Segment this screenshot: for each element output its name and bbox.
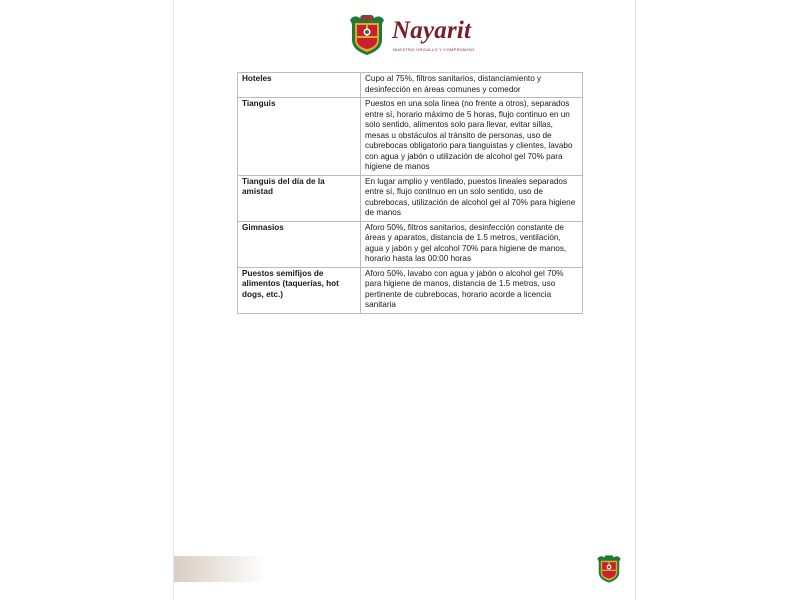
brand-name: Nayarit: [392, 17, 472, 44]
measures-cell: En lugar amplio y ventilado, puestos lineales separados entre sí, flujo continuo en un solo sentido, uso de cubrebocas, utilización de alcohol gel al 70% para higiene de manos: [361, 175, 583, 221]
activity-cell: Puestos semifijos de alimentos (taquerías, hot dogs, etc.): [238, 267, 361, 313]
activity-cell: Hoteles: [238, 73, 361, 98]
measures-table: [237, 72, 583, 314]
header-logo: [348, 14, 480, 60]
table-row: [238, 98, 583, 176]
table-row: [238, 175, 583, 221]
table-row: [238, 73, 583, 98]
activity-cell: Tianguis: [238, 98, 361, 176]
measures-cell: Aforo 50%, lavabo con agua y jabón o alcohol gel 70% para higiene de manos, distancia de 1.5 metros, uso pertinente de cubrebocas, horario acorde a licencia sanitaria: [361, 267, 583, 313]
footer-gradient-bar: [174, 556, 266, 582]
coat-of-arms-icon: [348, 14, 386, 56]
activity-cell: Gimnasios: [238, 221, 361, 267]
measures-cell: Cupo al 75%, filtros sanitarios, distanciamiento y desinfección en áreas comunes y comedor: [361, 73, 583, 98]
table-row: [238, 221, 583, 267]
measures-cell: Aforo 50%, filtros sanitarios, desinfección constante de áreas y aparatos, distancia de 1.5 metros, ventilación, agua y jabón y gel alcohol 70% para higiene de manos, horario hasta las 00:00 horas: [361, 221, 583, 267]
footer-coat-of-arms-icon: [596, 554, 622, 584]
measures-cell: Puestos en una sola línea (no frente a otros), separados entre sí, horario máximo de 5 horas, flujo continuo en un solo sentido, alimentos solo para llevar, evitar sillas, mesas u obstáculos al tránsito de personas, uso de cubrebocas obligatorio para tianguistas y clientes, lavabo con agua y jabón o utilización de alcohol gel 70% para higiene de manos: [361, 98, 583, 176]
activity-cell: Tianguis del día de la amistad: [238, 175, 361, 221]
brand-slogan: NUESTRO ORGULLO Y COMPROMISO: [393, 47, 475, 52]
table-row: [238, 267, 583, 313]
